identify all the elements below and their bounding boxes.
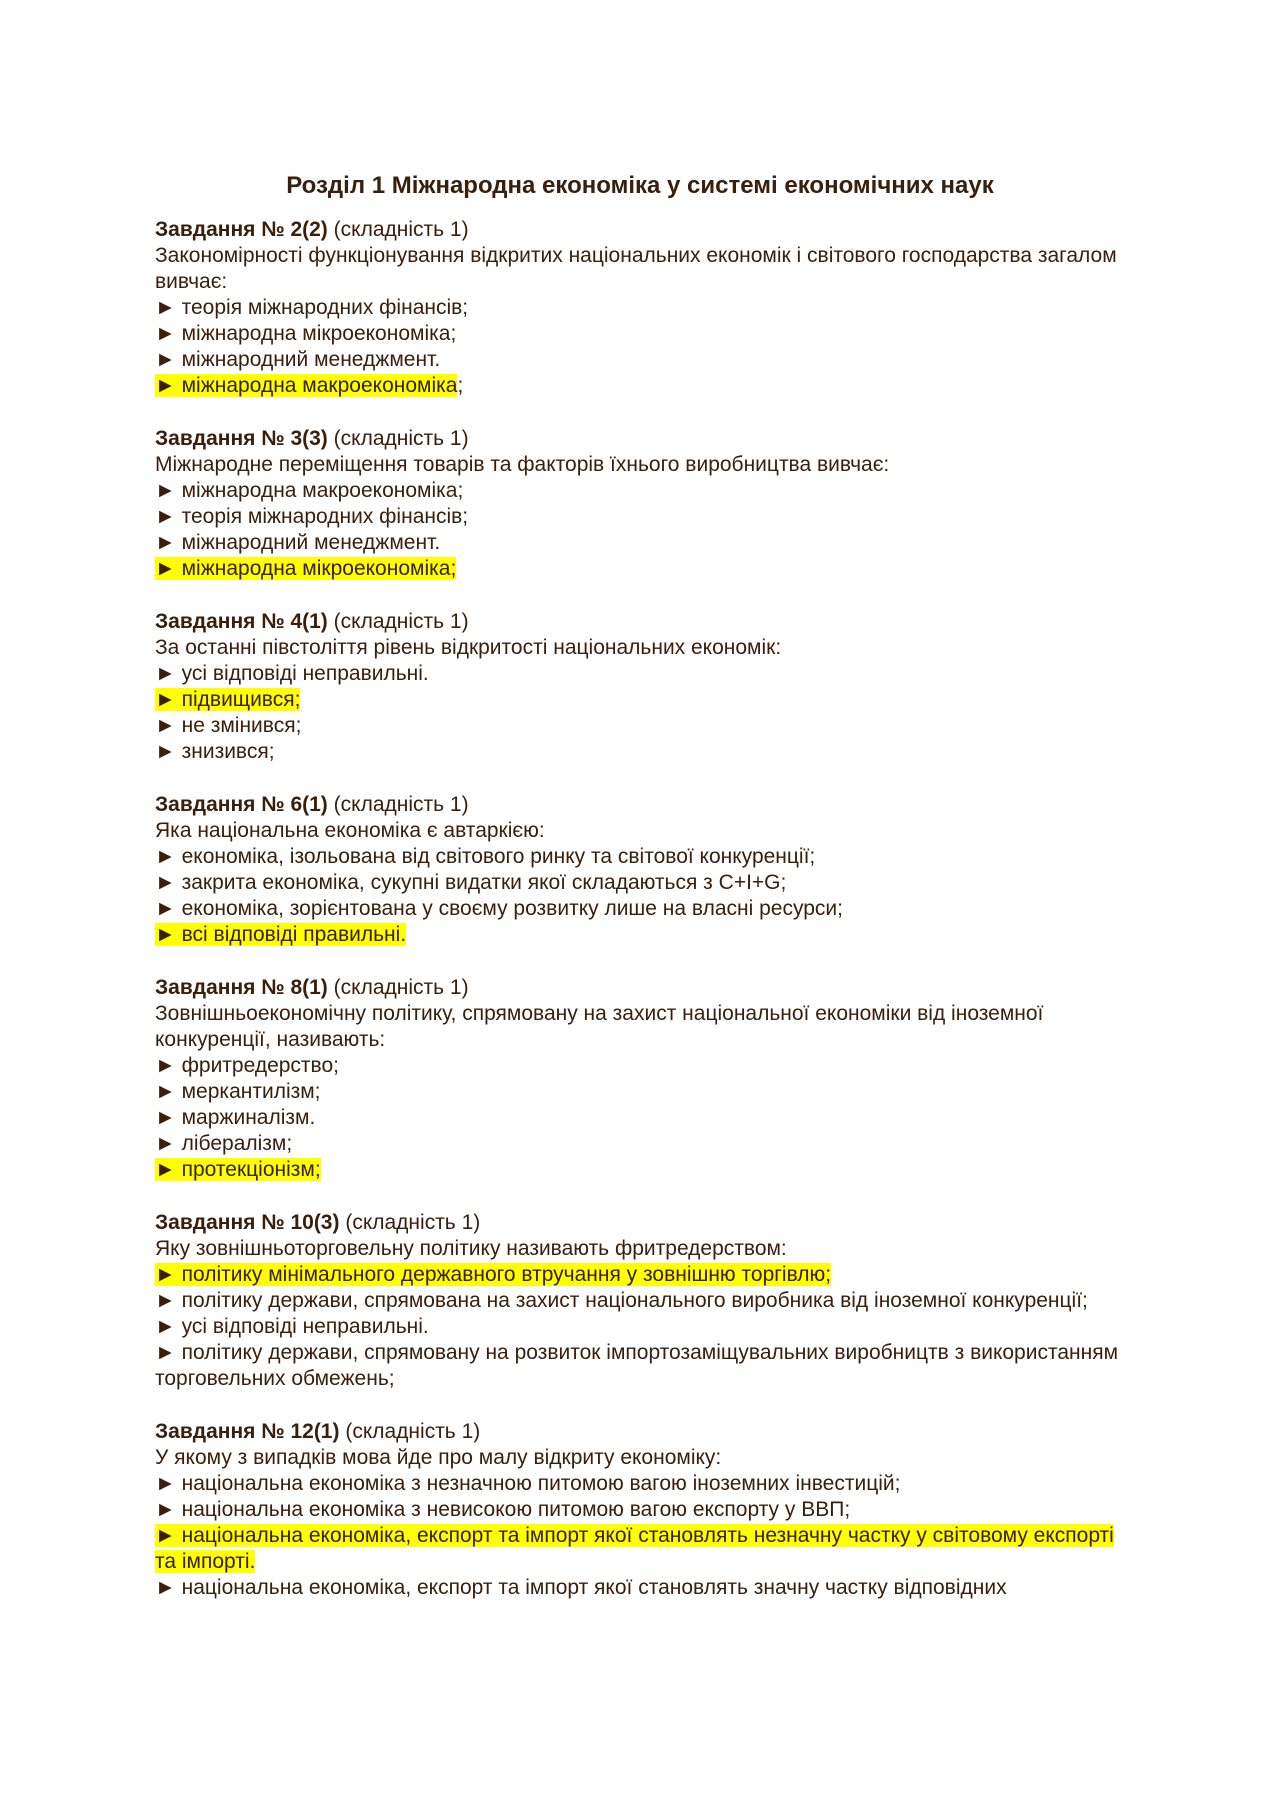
answer-option-text: ► лібералізм; bbox=[155, 1132, 293, 1155]
task-number: Завдання № 6(1) bbox=[155, 793, 328, 816]
answer-option-text: ► закрита економіка, сукупні видатки якої складаються з C+I+G; bbox=[155, 871, 787, 894]
task-block bbox=[155, 217, 1125, 399]
task-question: Закономірності функціонування відкритих національних економік і світового господарства загалом вивчає: bbox=[155, 244, 1117, 293]
answer-option-text: ► політику держави, спрямована на захист національного виробника від іноземної конкуренції; bbox=[155, 1289, 1088, 1312]
task-difficulty: (складність 1) bbox=[333, 793, 469, 816]
answer-option-highlighted bbox=[155, 922, 1125, 948]
answer-option-text: ► національна економіка з невисокою питомою вагою експорту у ВВП; bbox=[155, 1498, 851, 1521]
task-number: Завдання № 10(3) bbox=[155, 1211, 340, 1234]
task-question: У якому з випадків мова йде про малу відкриту економіку: bbox=[155, 1446, 722, 1469]
answer-option-text: ► економіка, зорієнтована у своєму розвитку лише на власні ресурси; bbox=[155, 897, 843, 920]
answer-option-highlighted bbox=[155, 373, 1125, 399]
page-title: Розділ 1 Міжнародна економіка у системі економічних наук bbox=[286, 172, 994, 199]
answer-option-text: ► знизився; bbox=[155, 740, 275, 763]
answer-option bbox=[155, 295, 1125, 321]
answer-option-text: ► теорія міжнародних фінансів; bbox=[155, 505, 469, 528]
task-difficulty: (складність 1) bbox=[333, 976, 469, 999]
task-difficulty: (складність 1) bbox=[333, 610, 469, 633]
task-block bbox=[155, 609, 1125, 765]
answer-option bbox=[155, 1340, 1125, 1392]
answer-option-text: ► національна економіка, експорт та імпорт якої становлять значну частку відповідних bbox=[155, 1576, 1007, 1599]
answer-option bbox=[155, 870, 1125, 896]
task-difficulty: (складність 1) bbox=[333, 218, 469, 241]
task-difficulty: (складність 1) bbox=[333, 427, 469, 450]
answer-option-text: ► національна економіка, експорт та імпорт якої становлять незначну частку у світовому експорті та імпорті. bbox=[155, 1524, 1114, 1573]
answer-option-text: ► маржиналізм. bbox=[155, 1106, 316, 1129]
answer-option-highlighted bbox=[155, 556, 1125, 582]
answer-option-highlighted bbox=[155, 687, 1125, 713]
answer-option bbox=[155, 347, 1125, 373]
answer-option-highlighted bbox=[155, 1157, 1125, 1183]
answer-option-text: ► не змінився; bbox=[155, 714, 302, 737]
answer-option bbox=[155, 713, 1125, 739]
answer-option-text: ► меркантилізм; bbox=[155, 1080, 321, 1103]
task-header bbox=[155, 792, 1125, 818]
answer-option bbox=[155, 478, 1125, 504]
answer-option-text: ► усі відповіді неправильні. bbox=[155, 662, 429, 685]
task-question: Яка національна економіка є автаркією: bbox=[155, 819, 545, 842]
task-header bbox=[155, 1419, 1125, 1445]
task-number: Завдання № 3(3) bbox=[155, 427, 328, 450]
task-question: Зовнішньоекономічну політику, спрямовану на захист національної економіки від іноземної конкуренції, називають: bbox=[155, 1002, 1044, 1051]
answer-option bbox=[155, 739, 1125, 765]
answer-option-text: ► національна економіка з незначною питомою вагою іноземних інвестицій; bbox=[155, 1472, 901, 1495]
task-header bbox=[155, 426, 1125, 452]
answer-option-text: ► міжнародна макроекономіка; bbox=[155, 479, 464, 502]
task-question: Яку зовнішньоторговельну політику називають фритредерством: bbox=[155, 1237, 787, 1260]
answer-option bbox=[155, 1314, 1125, 1340]
task-header bbox=[155, 975, 1125, 1001]
answer-option bbox=[155, 1079, 1125, 1105]
answer-option bbox=[155, 504, 1125, 530]
answer-option bbox=[155, 530, 1125, 556]
task-number: Завдання № 4(1) bbox=[155, 610, 328, 633]
task-difficulty: (складність 1) bbox=[345, 1211, 481, 1234]
task-block bbox=[155, 792, 1125, 948]
answer-option bbox=[155, 896, 1125, 922]
answer-option-highlighted bbox=[155, 1262, 1125, 1288]
answer-option-text: ► всі відповіді правильні. bbox=[155, 923, 407, 946]
answer-option-text: ► міжнародний менеджмент. bbox=[155, 348, 441, 371]
task-list bbox=[155, 217, 1125, 1628]
answer-option bbox=[155, 1497, 1125, 1523]
answer-option-text: ► теорія міжнародних фінансів; bbox=[155, 296, 469, 319]
task-number: Завдання № 2(2) bbox=[155, 218, 328, 241]
task-question: Міжнародне переміщення товарів та факторів їхнього виробництва вивчає: bbox=[155, 453, 890, 476]
task-block bbox=[155, 1210, 1125, 1392]
task-block bbox=[155, 426, 1125, 582]
answer-option bbox=[155, 844, 1125, 870]
answer-option-highlighted bbox=[155, 1523, 1125, 1575]
answer-option-text: ► міжнародна мікроекономіка; bbox=[155, 557, 457, 580]
task-number: Завдання № 8(1) bbox=[155, 976, 328, 999]
answer-option-text: ► міжнародний менеджмент. bbox=[155, 531, 441, 554]
answer-option-text: ► підвищився; bbox=[155, 688, 301, 711]
answer-option bbox=[155, 1131, 1125, 1157]
answer-option-text: ► політику держави, спрямовану на розвиток імпортозаміщувальних виробництв з використанням торговельних обмежень; bbox=[155, 1341, 1119, 1390]
answer-option-text: ► усі відповіді неправильні. bbox=[155, 1315, 429, 1338]
answer-option-text: ► міжнародна мікроекономіка; bbox=[155, 322, 457, 345]
task-header bbox=[155, 217, 1125, 243]
answer-option bbox=[155, 661, 1125, 687]
answer-option bbox=[155, 1288, 1125, 1314]
answer-option bbox=[155, 1471, 1125, 1497]
answer-option bbox=[155, 1105, 1125, 1131]
answer-option bbox=[155, 1053, 1125, 1079]
answer-option-suffix: ; bbox=[457, 374, 464, 397]
answer-option-text: ► політику мінімального державного втручання у зовнішню торгівлю; bbox=[155, 1263, 832, 1286]
answer-option-text: ► економіка, ізольована від світового ринку та світової конкуренції; bbox=[155, 845, 816, 868]
answer-option bbox=[155, 321, 1125, 347]
task-header bbox=[155, 1210, 1125, 1236]
answer-option-text: ► міжнародна макроекономіка bbox=[155, 374, 458, 397]
answer-option-text: ► протекціонізм; bbox=[155, 1158, 321, 1181]
task-question: За останні півстоліття рівень відкритості національних економік: bbox=[155, 636, 782, 659]
answer-option-text: ► фритредерство; bbox=[155, 1054, 339, 1077]
task-difficulty: (складність 1) bbox=[345, 1420, 481, 1443]
task-number: Завдання № 12(1) bbox=[155, 1420, 340, 1443]
answer-option bbox=[155, 1575, 1125, 1601]
task-block bbox=[155, 1419, 1125, 1601]
task-header bbox=[155, 609, 1125, 635]
task-block bbox=[155, 975, 1125, 1183]
